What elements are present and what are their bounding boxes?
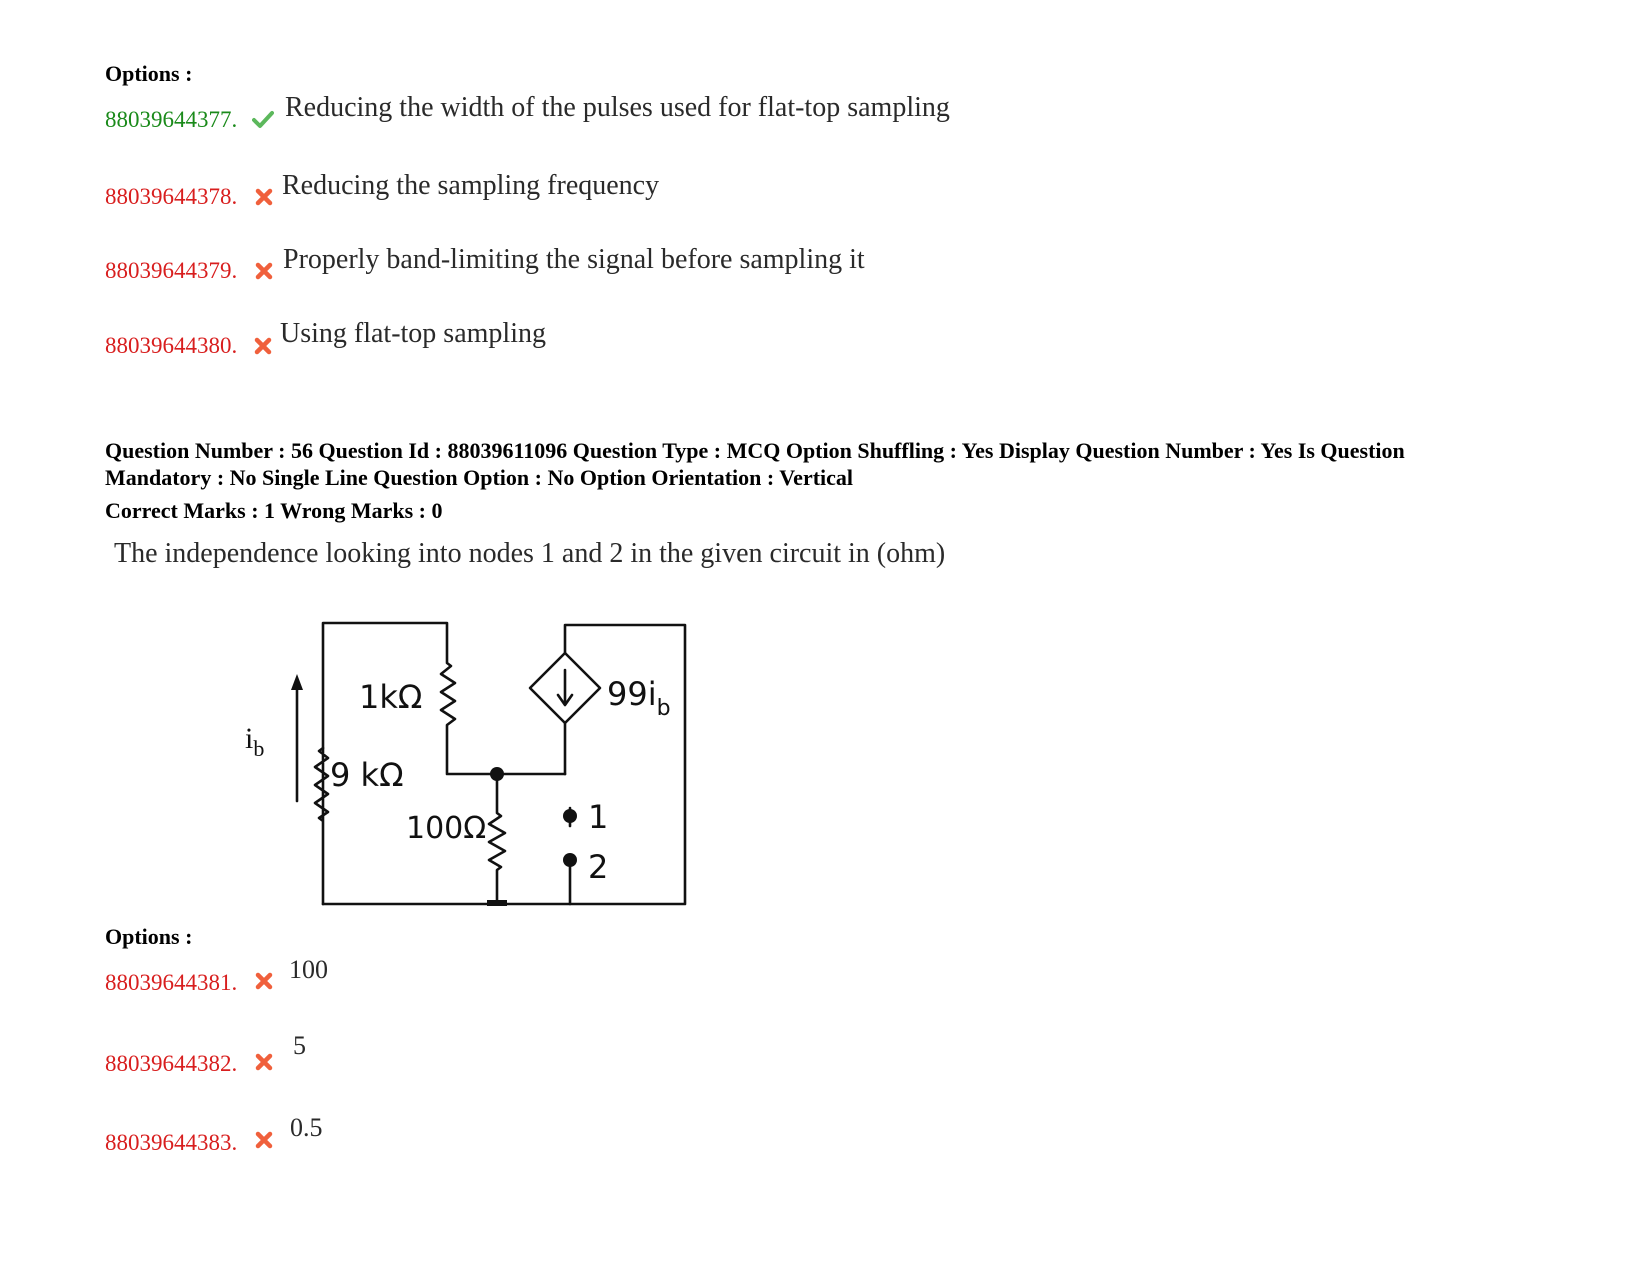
- marks-info: Correct Marks : 1 Wrong Marks : 0: [105, 498, 443, 523]
- question-meta-line2: Mandatory : No Single Line Question Option : No Option Orientation : Vertical: [105, 465, 854, 490]
- resistor-100: [489, 774, 505, 904]
- question-meta-line1: Question Number : 56 Question Id : 88039611096 Question Type : MCQ Option Shuffling : Yes Display Question Number : Yes Is Question: [105, 438, 1405, 463]
- label-current: $i_b$: [245, 722, 265, 761]
- option-text: 100: [289, 955, 328, 984]
- cross-icon: [253, 260, 275, 282]
- label-100: 100Ω: [406, 811, 487, 846]
- option-id: 88039644379.: [105, 258, 238, 283]
- label-node-2: 2: [588, 848, 609, 886]
- label-1k: 1kΩ: [359, 678, 423, 716]
- resistor-9k: [315, 748, 328, 904]
- label-9k: 9 kΩ: [330, 756, 404, 794]
- option-text: 0.5: [290, 1113, 323, 1142]
- cross-icon: [252, 335, 274, 357]
- option-text: Reducing the width of the pulses used for flat-top sampling: [285, 92, 950, 123]
- circuit-diagram: [225, 608, 695, 908]
- option-id: 88039644381.: [105, 970, 238, 995]
- question-text: The independence looking into nodes 1 and 2 in the given circuit in (ohm): [114, 538, 946, 569]
- cross-icon: [253, 1129, 275, 1151]
- option-text: Using flat-top sampling: [280, 318, 546, 349]
- junction-dot: [490, 767, 504, 781]
- cross-icon: [253, 186, 275, 208]
- check-icon: [252, 108, 274, 130]
- option-id: 88039644380.: [105, 333, 238, 358]
- cross-icon: [253, 970, 275, 992]
- options-label: Options :: [105, 61, 193, 86]
- option-id: 88039644382.: [105, 1051, 238, 1076]
- label-node-1: 1: [588, 798, 609, 836]
- node-2-dot: [563, 853, 577, 867]
- option-text: 5: [293, 1031, 306, 1060]
- option-text: Properly band-limiting the signal before sampling it: [283, 244, 865, 275]
- option-text: Reducing the sampling frequency: [282, 170, 660, 201]
- option-id: 88039644383.: [105, 1130, 238, 1155]
- label-source: $99i_b$: [607, 675, 671, 721]
- cross-icon: [253, 1051, 275, 1073]
- node-1-dot: [563, 809, 577, 823]
- options-label: Options :: [105, 924, 193, 949]
- option-id: 88039644378.: [105, 184, 238, 209]
- option-id: 88039644377.: [105, 107, 238, 132]
- question-meta: [105, 437, 1565, 491]
